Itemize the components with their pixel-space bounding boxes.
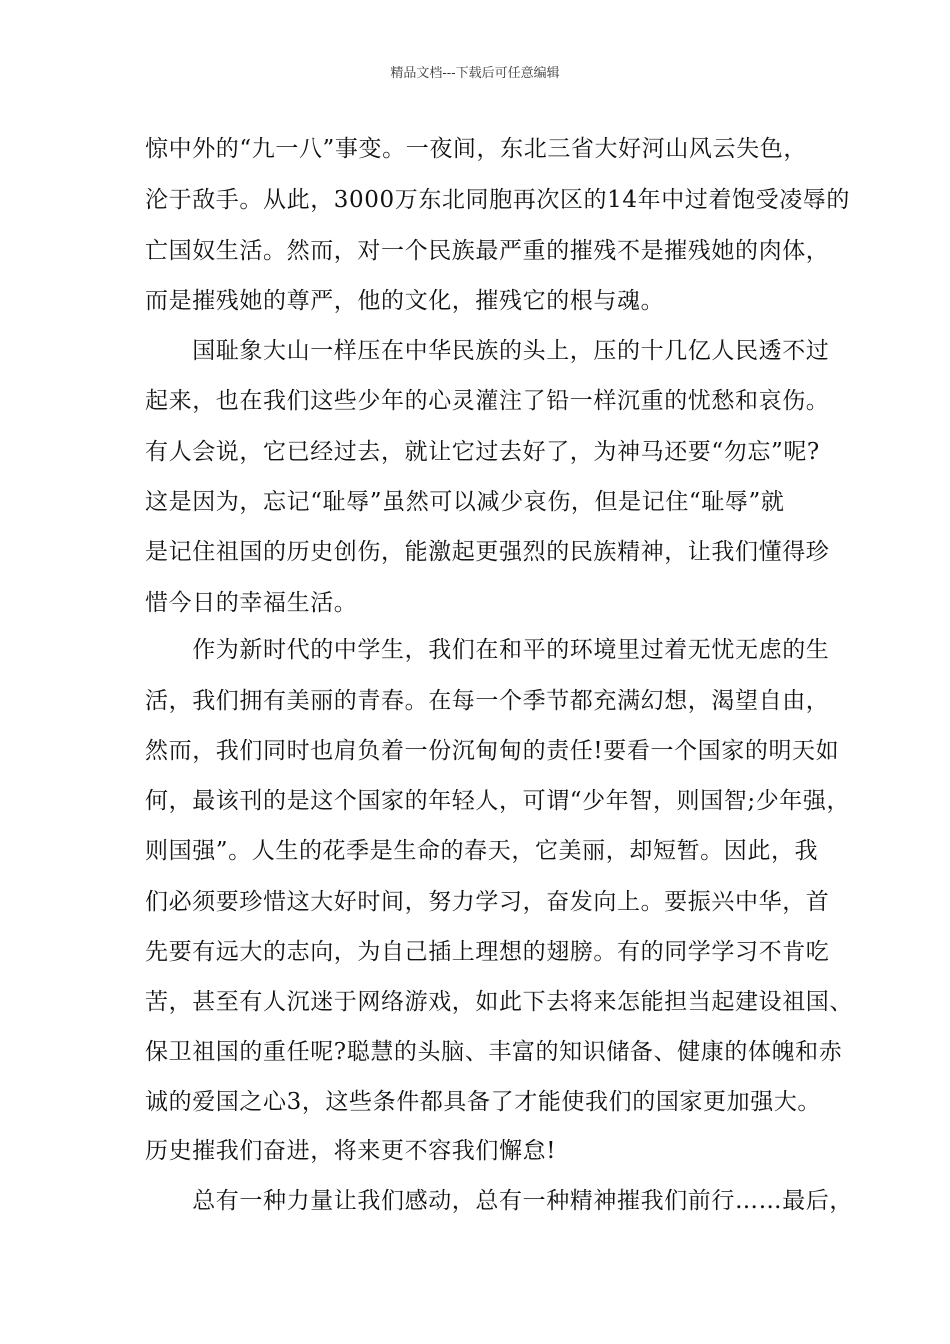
text-line: 有人会说，它已经过去，就让它过去好了，为神马还要“勿忘”呢? xyxy=(145,439,820,465)
text-line: 作为新时代的中学生，我们在和平的环境里过着无忧无虑的生 xyxy=(145,637,830,663)
text-line: 惊中外的“九一八”事变。一夜间，东北三省大好河山风云失色， xyxy=(145,136,807,162)
text-line: 惜今日的幸福生活。 xyxy=(145,590,358,616)
text-line: 是记住祖国的历史创伤，能激起更强烈的民族精神，让我们懂得珍 xyxy=(145,539,830,565)
text-line: 诚的爱国之心3，这些条件都具备了才能使我们的国家更加强大。 xyxy=(145,1089,822,1115)
text-line: 活，我们拥有美丽的青春。在每一个季节都充满幻想，渴望自由， xyxy=(145,688,830,714)
text-line: 何，最该刊的是这个国家的年轻人，可谓“少年智，则国智;少年强， xyxy=(145,788,851,814)
text-line: 起来，也在我们这些少年的心灵灌注了铅一样沉重的忧愁和哀伤。 xyxy=(145,388,830,414)
text-line: 这是因为，忘记“耻辱”虽然可以减少哀伤，但是记住“耻辱”就 xyxy=(145,489,785,515)
text-line: 苦，甚至有人沉迷于网络游戏，如此下去将来怎能担当起建设祖国、 xyxy=(145,989,853,1015)
text-line: 沦于敌手。从此，3000万东北同胞再次区的14年中过着饱受凌辱的 xyxy=(145,187,850,213)
page-header: 精品文档---下载后可任意编辑 xyxy=(390,66,560,81)
text-line: 们必须要珍惜这大好时间，努力学习，奋发向上。要振兴中华，首 xyxy=(145,889,830,915)
text-line: 历史摧我们奋进，将来更不容我们懈怠! xyxy=(145,1138,557,1164)
text-line: 保卫祖国的重任呢?聪慧的头脑、丰富的知识储备、健康的体魄和赤 xyxy=(145,1039,843,1065)
text-line: 亡国奴生活。然而，对一个民族最严重的摧残不是摧残她的肉体， xyxy=(145,238,830,264)
text-line: 总有一种力量让我们感动，总有一种精神摧我们前行……最后， xyxy=(145,1188,853,1214)
text-line: 则国强”。人生的花季是生命的春天，它美丽，却短暂。因此，我 xyxy=(145,838,819,864)
text-line: 国耻象大山一样压在中华民族的头上，压的十几亿人民透不过 xyxy=(145,338,830,364)
text-line: 而是摧残她的尊严，他的文化，摧残它的根与魂。 xyxy=(145,288,665,314)
text-line: 先要有远大的志向，为自己插上理想的翅膀。有的同学学习不肯吃 xyxy=(145,939,830,965)
text-line: 然而，我们同时也肩负着一份沉甸甸的责任!要看一个国家的明天如 xyxy=(145,738,840,764)
